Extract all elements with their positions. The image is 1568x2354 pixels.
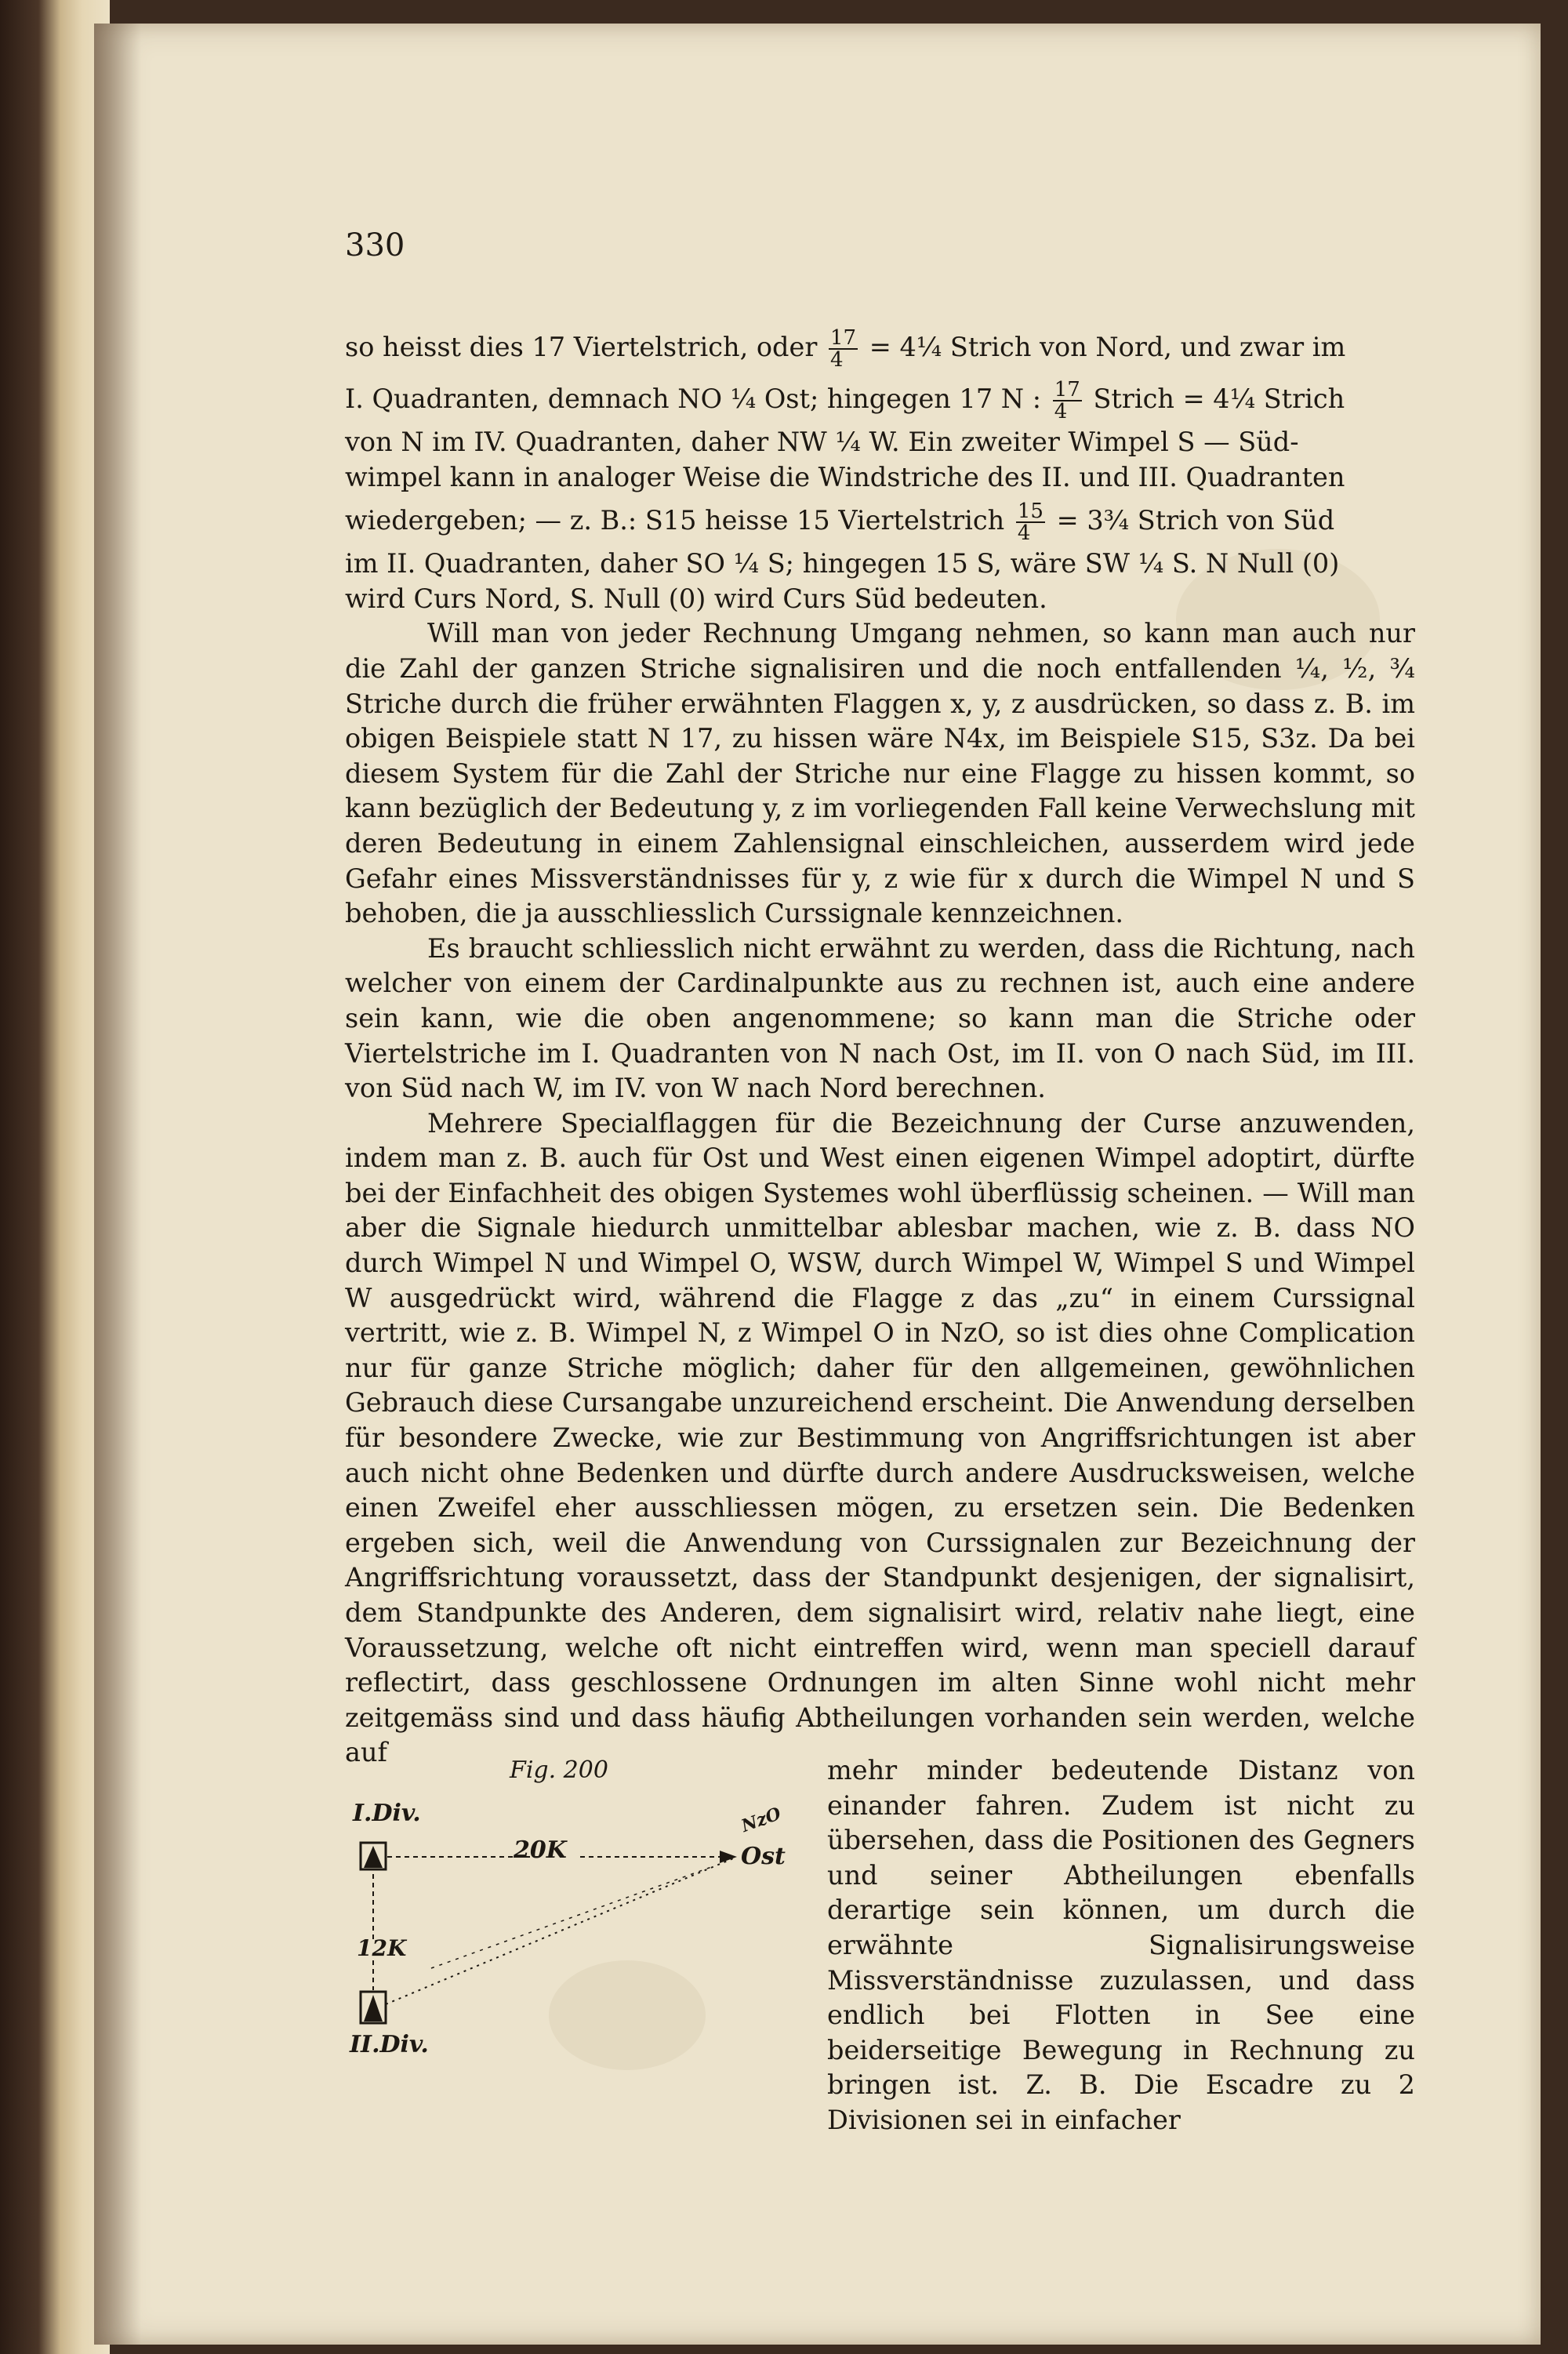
division-2-triangle [364, 1995, 383, 2022]
label-20k: 20K [514, 1836, 567, 1864]
label-ost: Ost [741, 1843, 786, 1870]
book-binding-edge [0, 0, 110, 2354]
text-line: im II. Quadranten, daher SO ¼ S; hingegen 15 S, wäre SW ¼ S. N Null (0) [345, 548, 1340, 579]
text-line: wimpel kann in analoger Weise die Windstriche des II. und III. Quadranten [345, 461, 1345, 492]
label-12k: 12K [357, 1935, 407, 1961]
text-line: von N im IV. Quadranten, daher NW ¼ W. Ein zweiter Wimpel S — Süd- [345, 427, 1299, 457]
fraction: $\frac{15}{4}$ [1017, 499, 1044, 546]
arrowhead-east [720, 1851, 737, 1863]
text-line: so heisst dies 17 Viertelstrich, oder $\frac{17}{4}$ = 4¼ Strich von Nord, und zwar im [345, 326, 1346, 372]
figure-caption: Fig. 200 [510, 1756, 608, 1784]
text-line: I. Quadranten, demnach NO ¼ Ost; hingegen 17 N : $\frac{17}{4}$ Strich = 4¼ Strich [345, 378, 1345, 423]
wrapped-paragraph-continuation: mehr minder bedeutende Distanz von einander fahren. Zudem ist nicht zu übersehen, dass die Positionen des Gegners und seiner Abtheilungen ebenfalls derartige sein können, um durch die erwähnte Signalisirungsweise Missverständnisse zuzulassen, und dass endlich bei Flotten in See eine beiderseitige Bewegung in Rechnung zu bringen ist. Z. B. Die Escadre zu 2 Divisionen sei in einfacher [827, 1755, 1415, 2135]
fraction: $\frac{17}{4}$ [1054, 378, 1080, 423]
paragraph: Mehrere Specialflaggen für die Bezeichnung der Curse anzuwenden, indem man z. B. auch für Ost und West einen eigenen Wimpel adoptirt, dürfte bei der Einfachheit des obigen Systemes wohl überflüssig scheinen. — Will man aber die Signale hiedurch unmittelbar ablesbar machen, wie z. B. dass NO durch Wimpel N und Wimpel O, WSW, durch Wimpel W, Wimpel S und Wimpel W ausgedrückt wird, während die Flagge z das „zu“ in einem Curssignal vertritt, wie z. B. Wimpel N, z Wimpel O in NzO, so ist dies ohne Complication nur für ganze Striche möglich; daher für den allgemeinen, gewöhnlichen Gebrauch diese Cursangabe unzureichend erscheint. Die Anwendung derselben für besondere Zwecke, wie zur Bestimmung von Angriffsrichtungen ist aber auch nicht ohne Bedenken und dürfte durch andere Ausdrucksweisen, welche einen Zweifel eher ausschliessen mögen, zu ersetzen sein. Die Bedenken ergeben sich, weil die Anwendung von Curssignalen zur Bezeichnung der Angriffsrichtung voraussetzt, dass der Standpunkt desjenigen, der signalisirt, dem Standpunkte des Anderen, dem signalisirt wird, relativ nahe liegt, eine Voraussetzung, welche oft nicht eintreffen wird, wenn man speciell darauf reflectirt, dass geschlossene Ordnungen im alten Sinne wohl nicht mehr zeitgemäss sind und dass häufig Abtheilungen vorhanden sein werden, welche auf [345, 1107, 1415, 1768]
dotted-line-diagonal [386, 1857, 737, 2004]
paragraph: Will man von jeder Rechnung Umgang nehmen, so kann man auch nur die Zahl der ganzen Striche signalisiren und die noch entfallenden ¼, ½, ¾ Striche durch die früher erwähnten Flaggen x, y, z ausdrücken, so dass z. B. im obigen Beispiele statt N 17, zu hissen wäre N4x, im Beispiele S15, S3z. Da bei diesem System für die Zahl der Striche nur eine Flagge zu hissen kommt, so kann bezüglich der Bedeutung y, z im vorliegenden Fall keine Verwechslung mit deren Bedeutung in einem Zahlensignal einschleichen, ausserdem wird jede Gefahr eines Missverständnisses für y, z wie für x durch die Wimpel N und S behoben, die ja ausschliesslich Curssignale kennzeichnen. [345, 618, 1415, 929]
division-1-triangle [364, 1846, 383, 1868]
dotted-line-diagonal-2 [431, 1866, 713, 1968]
paragraph: Es braucht schliesslich nicht erwähnt zu werden, dass die Richtung, nach welcher von einem der Cardinalpunkte aus zu rechnen ist, auch eine andere sein kann, wie die oben angenommene; so kann man die Striche oder Viertelstriche im I. Quadranten von N nach Ost, im II. von O nach Süd, im III. von Süd nach W, im IV. von W nach Nord berechnen. [345, 932, 1415, 1104]
label-division-1: I.Div. [353, 1800, 421, 1827]
text-line: wird Curs Nord, S. Null (0) wird Curs Süd bedeuten. [345, 583, 1047, 614]
spine-shadow [94, 24, 141, 2345]
text-line: wiedergeben; — z. B.: S15 heisse 15 Viertelstrich $\frac{15}{4}$ = 3¾ Strich von Süd [345, 499, 1335, 546]
page-number: 330 [345, 227, 405, 263]
main-text [345, 321, 1415, 1771]
fraction: $\frac{17}{4}$ [830, 326, 857, 372]
label-nzo: NzO [739, 1803, 784, 1837]
figure-200 [345, 1756, 815, 2086]
label-division-2: II.Div. [350, 2031, 429, 2058]
